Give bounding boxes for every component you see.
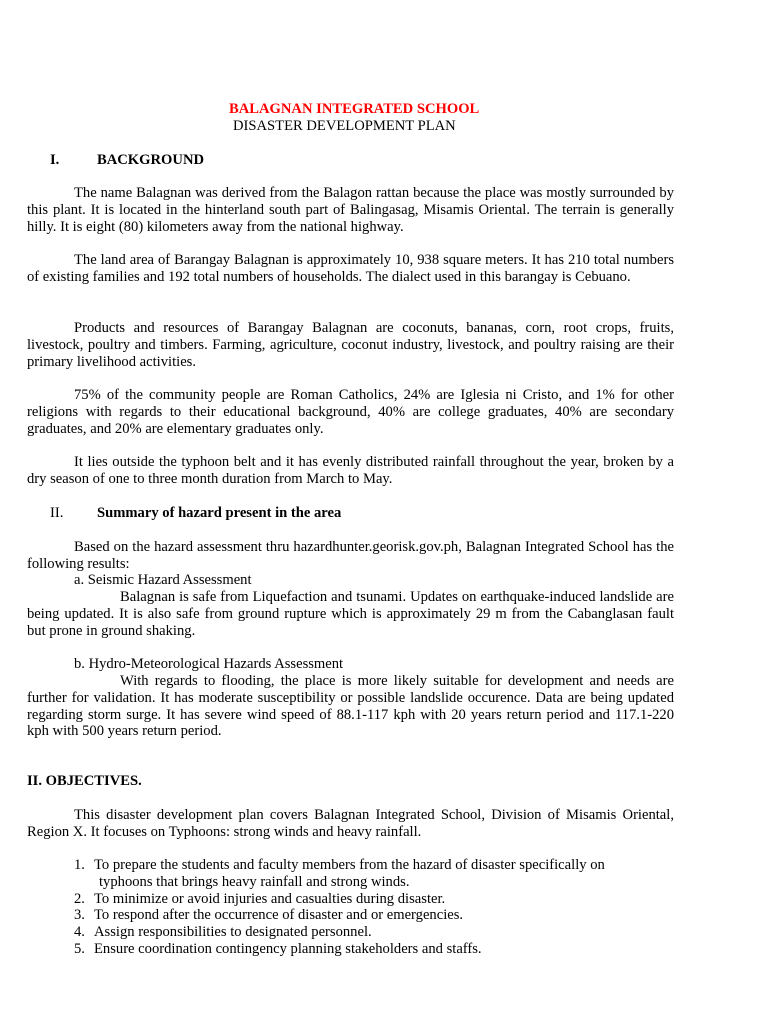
- background-paragraph-3: Products and resources of Barangay Balagnan are coconuts, bananas, corn, root crops, fruits, livestock, poultry and timbers. Farming, agriculture, coconut industry, livestock, and poultry raising are their primary livelihood activities.: [27, 320, 674, 370]
- list-item: [74, 941, 654, 958]
- seismic-label: a. Seismic Hazard Assessment: [74, 572, 252, 588]
- list-item-text: Assign responsibilities to designated personnel.: [94, 924, 372, 941]
- list-item-number: 4.: [74, 924, 85, 941]
- background-paragraph-1: The name Balagnan was derived from the Balagon rattan because the place was mostly surrounded by this plant. It is located in the hinterland south part of Balingasag, Misamis Oriental. The terrain is generally hilly. It is eight (80) kilometers away from the national highway.: [27, 185, 674, 235]
- section-1-numeral: I.: [50, 152, 60, 168]
- objectives-intro: This disaster development plan covers Balagnan Integrated School, Division of Misamis Oriental, Region X. It focuses on Typhoons: strong winds and heavy rainfall.: [27, 807, 674, 840]
- list-item-number: 1.: [74, 857, 85, 873]
- school-title: BALAGNAN INTEGRATED SCHOOL: [229, 101, 480, 117]
- section-2-numeral: II.: [50, 505, 64, 521]
- objectives-list: [74, 857, 654, 958]
- objectives-heading: II. OBJECTIVES.: [27, 773, 142, 789]
- background-paragraph-5: It lies outside the typhoon belt and it has evenly distributed rainfall throughout the year, broken by a dry season of one to three month duration from March to May.: [27, 454, 674, 487]
- section-1-heading: BACKGROUND: [97, 152, 205, 168]
- background-paragraph-4: 75% of the community people are Roman Catholics, 24% are Iglesia ni Cristo, and 1% for other religions with regards to their educational background, 40% are college graduates, 40% are secondary graduates, and 20% are elementary graduates only.: [27, 387, 674, 437]
- list-item-number: 5.: [74, 940, 85, 957]
- list-item-text: To prepare the students and faculty members from the hazard of disaster specifically on typhoons that brings heavy rainfall and strong winds.: [94, 857, 605, 890]
- hydro-text: With regards to flooding, the place is more likely suitable for development and needs are further for validation. It has moderate susceptibility or possible landslide occurence. Data are being updated regarding storm surge. It has severe wind speed of 88.1-117 kph with 20 years return period and 117.1-220 kph with 500 years return period.: [27, 673, 674, 740]
- list-item-number: 2.: [74, 890, 85, 907]
- list-item: [74, 924, 654, 941]
- plan-title: DISASTER DEVELOPMENT PLAN: [233, 118, 456, 134]
- list-item-number: 3.: [74, 907, 85, 924]
- hydro-label: b. Hydro-Meteorological Hazards Assessment: [74, 656, 344, 672]
- list-item-text: To respond after the occurrence of disaster and or emergencies.: [94, 907, 464, 924]
- list-item: [74, 907, 654, 924]
- list-item: [74, 857, 654, 891]
- list-item: [74, 891, 654, 908]
- background-paragraph-2: The land area of Barangay Balagnan is approximately 10, 938 square meters. It has 210 total numbers of existing families and 192 total numbers of households. The dialect used in this barangay is Cebuano.: [27, 252, 674, 285]
- section-2-heading: Summary of hazard present in the area: [97, 505, 342, 521]
- seismic-text: Balagnan is safe from Liquefaction and tsunami. Updates on earthquake-induced landslide are being updated. It is also safe from ground rupture which is approximately 29 m from the Cabanglasan fault but prone in ground shaking.: [27, 589, 674, 639]
- list-item-text: Ensure coordination contingency planning stakeholders and staffs.: [94, 940, 482, 957]
- list-item-text: To minimize or avoid injuries and casualties during disaster.: [94, 890, 446, 907]
- hazard-intro: Based on the hazard assessment thru hazardhunter.georisk.gov.ph, Balagnan Integrated School has the following results:: [27, 539, 674, 572]
